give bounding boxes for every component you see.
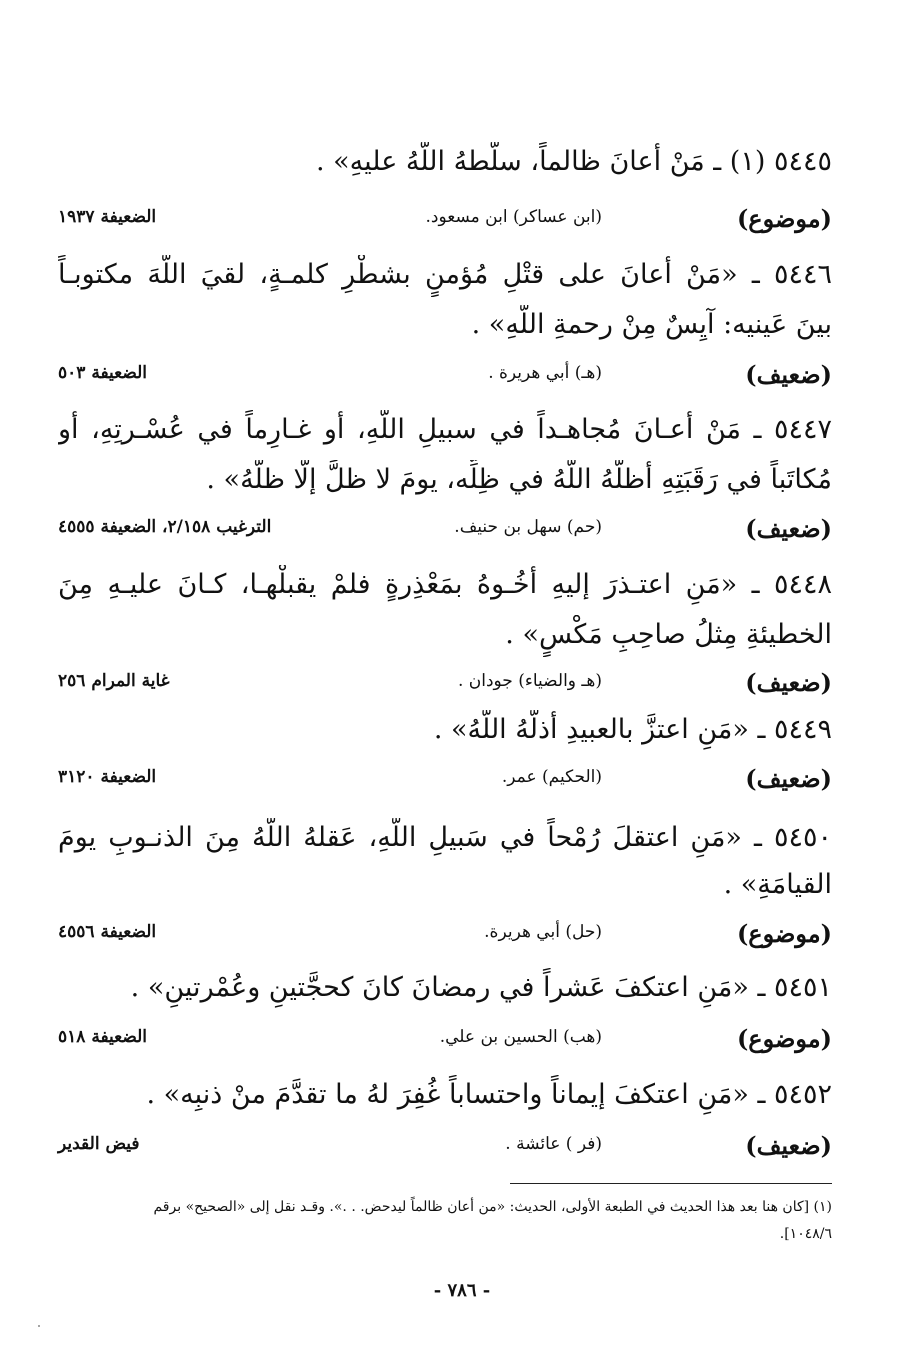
source-citation: (الحكيم) عمر. <box>501 767 602 787</box>
footnote-divider <box>510 1183 832 1184</box>
reference: الضعيفة ٥١٨ <box>58 1027 148 1047</box>
reference: الضعيفة ٤٥٥٦ <box>58 922 157 942</box>
reference: الترغيب ٢/١٥٨، الضعيفة ٤٥٥٥ <box>58 517 272 537</box>
scan-speck <box>38 1325 40 1327</box>
hadith-5446-line-1: ٥٤٤٦ ـ «مَنْ أعانَ على قتْلِ مُؤمنٍ بشطْرِ كلمـةٍ، لقيَ اللّهَ مكتوبـاً <box>58 259 832 290</box>
hadith-5445-source-row <box>58 200 832 240</box>
hadith-5447-line-2: مُكاتَباً في رَقَبَتِهِ أظلَّهُ اللّهُ في ظِلِّه، يومَ لا ظلَّ إلّا ظلُّهُ» . <box>206 464 832 495</box>
grade-label: (ضعيف) <box>745 360 832 389</box>
hadith-5448-line-2: الخطيئةِ مِثلُ صاحِبِ مَكْسٍ» . <box>505 619 832 650</box>
grade-label: (ضعيف) <box>745 1131 832 1160</box>
source-citation: (حل) أبي هريرة. <box>484 922 602 942</box>
source-citation: (هـ) أبي هريرة . <box>488 363 602 383</box>
hadith-5452-line-1: ٥٤٥٢ ـ «مَنِ اعتكفَ إيماناً واحتساباً غُفِرَ لهُ ما تقدَّمَ منْ ذنبِه» . <box>146 1079 832 1110</box>
hadith-5448-source-row <box>58 664 832 704</box>
hadith-5451-line-1: ٥٤٥١ ـ «مَنِ اعتكفَ عَشراً في رمضانَ كانَ كحجَّتينِ وعُمْرتينِ» . <box>130 972 832 1003</box>
page-number: - ٧٨٦ - <box>433 1280 491 1301</box>
grade-label: (موضوع) <box>736 1024 832 1053</box>
reference: الضعيفة ٥٠٣ <box>58 363 148 383</box>
source-citation: (فر ) عائشة . <box>505 1134 602 1154</box>
grade-label: (ضعيف) <box>745 764 832 793</box>
hadith-5449-line-1: ٥٤٤٩ ـ «مَنِ اعتزَّ بالعبيدِ أذلَّهُ اللّهُ» . <box>433 714 832 745</box>
hadith-5449-source-row <box>58 760 832 800</box>
source-citation: (ابن عساكر) ابن مسعود. <box>425 207 602 227</box>
reference: غاية المرام ٢٥٦ <box>58 671 170 691</box>
hadith-5452-source-row <box>58 1127 832 1167</box>
hadith-5445-line-1: ٥٤٤٥ (١) ـ مَنْ أعانَ ظالماً، سلَّطهُ اللّهُ عليهِ» . <box>315 146 832 177</box>
grade-label: (ضعيف) <box>745 514 832 543</box>
footnote-line-2: ١٠٤٨/٦]. <box>779 1226 832 1242</box>
footnote-line-1: (١) [كان هنا بعد هذا الحديث في الطبعة الأولى، الحديث: «من أعان ظالماً ليدحض. . .». وقـد نقل إلى «الصحيح» برقم <box>153 1199 832 1215</box>
hadith-5446-source-row <box>58 356 832 396</box>
reference: الضعيفة ١٩٣٧ <box>58 207 157 227</box>
hadith-5450-line-1: ٥٤٥٠ ـ «مَنِ اعتقلَ رُمْحاً في سَبيلِ اللّهِ، عَقلهُ اللّهُ مِنَ الذنـوبِ يومَ <box>58 822 832 853</box>
hadith-5446-line-2: بينَ عَينيه: آيِسٌ مِنْ رحمةِ اللّهِ» . <box>471 309 832 340</box>
source-citation: (هب) الحسين بن علي. <box>439 1027 602 1047</box>
grade-label: (ضعيف) <box>745 668 832 697</box>
reference: فيض القدير <box>58 1134 140 1154</box>
source-citation: (هـ والضياء) جودان . <box>457 671 602 691</box>
source-citation: (حم) سهل بن حنيف. <box>454 517 602 537</box>
hadith-5450-source-row <box>58 915 832 955</box>
hadith-5450-line-2: القيامَةِ» . <box>723 869 832 900</box>
hadith-5448-line-1: ٥٤٤٨ ـ «مَنِ اعتـذرَ إليهِ أخُـوهُ بمَعْذِرةٍ فلمْ يقبلْهـا، كـانَ عليـهِ مِنَ <box>58 569 832 600</box>
hadith-5447-line-1: ٥٤٤٧ ـ مَنْ أعـانَ مُجاهـداً في سبيلِ اللّهِ، أو غـارِماً في عُسْـرتِهِ، أو <box>58 414 832 445</box>
reference: الضعيفة ٣١٢٠ <box>58 767 157 787</box>
grade-label: (موضوع) <box>736 204 832 233</box>
hadith-5447-source-row <box>58 510 832 550</box>
grade-label: (موضوع) <box>736 919 832 948</box>
hadith-5451-source-row <box>58 1020 832 1060</box>
